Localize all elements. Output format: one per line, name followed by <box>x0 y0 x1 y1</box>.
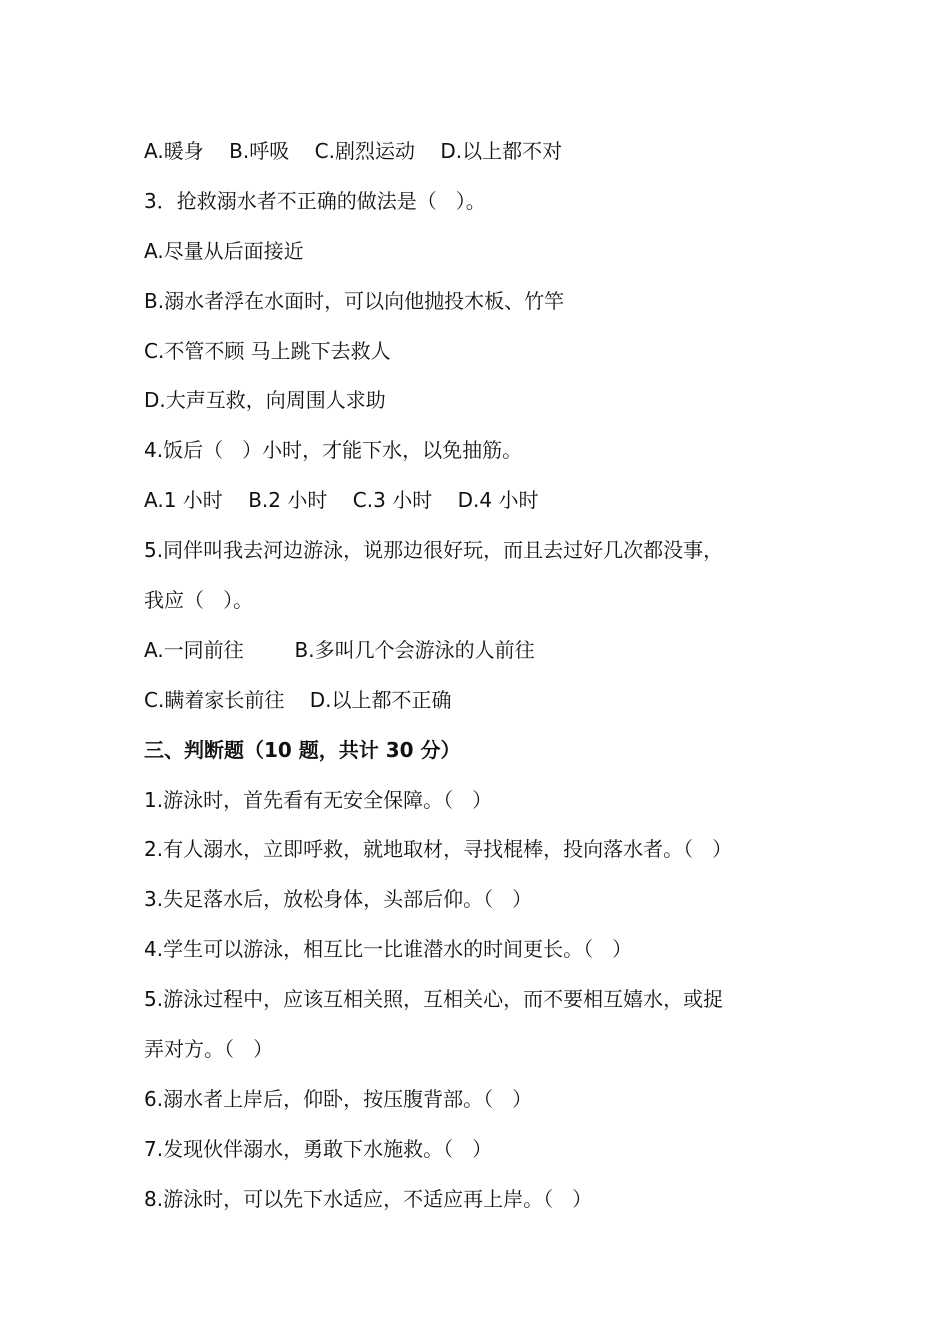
tf-item-8: 8.游泳时，可以先下水适应，不适应再上岸。（ ） <box>144 1186 593 1211</box>
document-page <box>144 131 824 1229</box>
q3-option-d: D.大声互救，向周围人求助 <box>144 388 386 413</box>
tf-item-2: 2.有人溺水，立即呼救，就地取材，寻找棍棒，投向落水者。（ ） <box>144 837 733 862</box>
q4-options: A.1 小时 B.2 小时 C.3 小时 D.4 小时 <box>144 488 539 513</box>
q5-stem-line-2: 我应（ ）。 <box>144 588 254 613</box>
q5-options-cd: C.瞒着家长前往 D.以上都不正确 <box>144 687 452 712</box>
q3-option-a: A.尽量从后面接近 <box>144 238 304 263</box>
tf-item-5-line-2: 弄对方。（ ） <box>144 1037 274 1062</box>
tf-item-5-line-1: 5.游泳过程中，应该互相关照，互相关心，而不要相互嬉水，或捉 <box>144 987 724 1012</box>
tf-item-7: 7.发现伙伴溺水，勇敢下水施救。（ ） <box>144 1136 493 1161</box>
q3-option-c: C.不管不顾 马上跳下去救人 <box>144 338 391 363</box>
q5-options-ab: A.一同前往 B.多叫几个会游泳的人前往 <box>144 637 535 662</box>
tf-item-4: 4.学生可以游泳，相互比一比谁潜水的时间更长。（ ） <box>144 937 633 962</box>
q2-options: A.暖身 B.呼吸 C.剧烈运动 D.以上都不对 <box>144 139 563 163</box>
tf-item-3: 3.失足落水后，放松身体，头部后仰。（ ） <box>144 887 533 912</box>
q3-stem: 3．抢救溺水者不正确的做法是（ ）。 <box>144 188 486 213</box>
q4-stem: 4.饭后（ ）小时，才能下水，以免抽筋。 <box>144 438 523 463</box>
q3-option-b: B.溺水者浮在水面时，可以向他抛投木板、竹竿 <box>144 288 565 313</box>
section-heading-true-false: 三、判断题（10 题，共计 30 分） <box>144 737 461 762</box>
tf-item-1: 1.游泳时，首先看有无安全保障。（ ） <box>144 787 493 812</box>
q5-stem-line-1: 5.同伴叫我去河边游泳，说那边很好玩，而且去过好几次都没事， <box>144 538 724 563</box>
tf-item-6: 6.溺水者上岸后，仰卧，按压腹背部。（ ） <box>144 1086 533 1111</box>
